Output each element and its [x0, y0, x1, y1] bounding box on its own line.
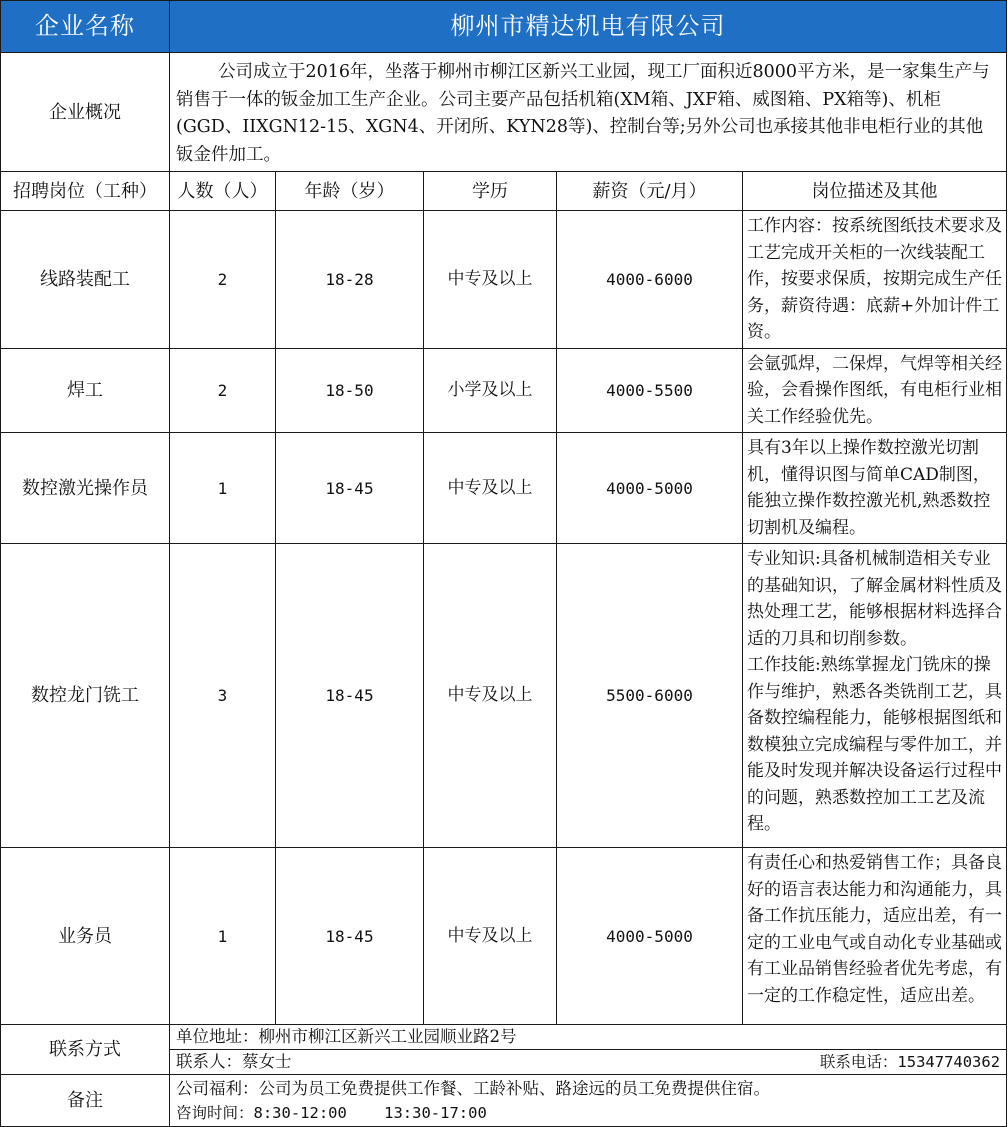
job-salary: 4000-5500 — [557, 348, 743, 433]
col-salary: 薪资（元/月） — [557, 172, 743, 211]
job-description: 有责任心和热爱销售工作；具备良好的语言表达能力和沟通能力，具备工作抗压能力，适应出差，有一定的工业电气或自动化专业基础或有工业品销售经验者优先考虑，有一定的工作稳定性，适应出差。 — [743, 848, 1007, 1025]
job-count: 2 — [170, 211, 276, 349]
contact-address: 单位地址：柳州市柳江区新兴工业园顺业路2号 — [170, 1025, 1007, 1050]
overview-text: 公司成立于2016年，坐落于柳州市柳江区新兴工业园，现工厂面积近8000平方米，是一家集生产与销售于一体的钣金加工生产企业。公司主要产品包括机箱(XM箱、JXF箱、威图箱、PX箱等)、机柜(GGD、IIXGN12-15、XGN4、开闭所、KYN28等)、控制台等;另外公司也承接其他非电柜行业的其他钣金件加工。 — [176, 62, 990, 165]
job-count: 3 — [170, 544, 276, 848]
job-description: 具有3年以上操作数控激光切割机，懂得识图与简单CAD制图，能独立操作数控激光机,熟悉数控切割机及编程。 — [743, 433, 1007, 544]
contact-phone: 联系电话：15347740362 — [819, 1053, 1001, 1071]
job-title: 焊工 — [1, 348, 170, 433]
job-salary: 4000-5000 — [557, 848, 743, 1025]
job-education: 中专及以上 — [424, 544, 557, 848]
job-description-cell — [743, 544, 1007, 848]
notes-row — [1, 1075, 1007, 1127]
job-row — [1, 544, 1007, 848]
job-description: 会氩弧焊，二保焊，气焊等相关经验，会看操作图纸，有电柜行业相关工作经验优先。 — [743, 348, 1007, 433]
job-row — [1, 433, 1007, 544]
overview-row — [1, 53, 1007, 172]
notes-hours: 咨询时间：8:30-12:00 13:30-17:00 — [176, 1103, 487, 1122]
job-title: 线路装配工 — [1, 211, 170, 349]
contact-row — [1, 1025, 1007, 1050]
job-age: 18-45 — [276, 848, 424, 1025]
contact-label: 联系方式 — [1, 1025, 170, 1075]
job-title: 数控龙门铣工 — [1, 544, 170, 848]
job-salary: 4000-5000 — [557, 433, 743, 544]
job-age: 18-28 — [276, 211, 424, 349]
job-row — [1, 848, 1007, 1025]
job-age: 18-45 — [276, 544, 424, 848]
job-title: 数控激光操作员 — [1, 433, 170, 544]
overview-label: 企业概况 — [1, 53, 170, 172]
col-education: 学历 — [424, 172, 557, 211]
company-name: 柳州市精达机电有限公司 — [170, 1, 1007, 53]
notes-cell — [170, 1075, 1007, 1127]
notes-label: 备注 — [1, 1075, 170, 1127]
job-education: 中专及以上 — [424, 848, 557, 1025]
job-count: 2 — [170, 348, 276, 433]
job-salary: 5500-6000 — [557, 544, 743, 848]
notes-welfare: 公司福利：公司为员工免费提供工作餐、工龄补贴、路途远的员工免费提供住宿。 — [176, 1078, 770, 1098]
company-name-label: 企业名称 — [1, 1, 170, 53]
column-header-row — [1, 172, 1007, 211]
job-salary: 4000-6000 — [557, 211, 743, 349]
contact-person-cell — [170, 1050, 1007, 1075]
job-description: 工作内容：按系统图纸技术要求及工艺完成开关柜的一次线装配工作，按要求保质，按期完成生产任务，薪资待遇：底薪+外加计件工资。 — [743, 211, 1007, 349]
col-description: 岗位描述及其他 — [743, 172, 1007, 211]
job-education: 中专及以上 — [424, 433, 557, 544]
job-education: 中专及以上 — [424, 211, 557, 349]
col-count: 人数（人） — [170, 172, 276, 211]
header-row — [1, 1, 1007, 53]
overview-text-cell — [170, 53, 1007, 172]
col-age: 年龄（岁） — [276, 172, 424, 211]
job-count: 1 — [170, 433, 276, 544]
job-age: 18-45 — [276, 433, 424, 544]
job-row — [1, 348, 1007, 433]
job-description-skills: 工作技能:熟练掌握龙门铣床的操作与维护，熟悉各类铣削工艺，具备数控编程能力，能够根据图纸和数模独立完成编程与零件加工，并能及时发现并解决设备运行过程中的问题，熟悉数控加工工艺及流程。 — [747, 655, 1002, 834]
contact-person: 联系人：蔡女士 — [176, 1052, 292, 1071]
job-row — [1, 211, 1007, 349]
job-age: 18-50 — [276, 348, 424, 433]
job-education: 小学及以上 — [424, 348, 557, 433]
col-position: 招聘岗位（工种） — [1, 172, 170, 211]
job-description: 专业知识:具备机械制造相关专业的基础知识，了解金属材料性质及热处理工艺，能够根据材料选择合适的刀具和切削参数。 — [747, 549, 1002, 649]
job-count: 1 — [170, 848, 276, 1025]
job-title: 业务员 — [1, 848, 170, 1025]
